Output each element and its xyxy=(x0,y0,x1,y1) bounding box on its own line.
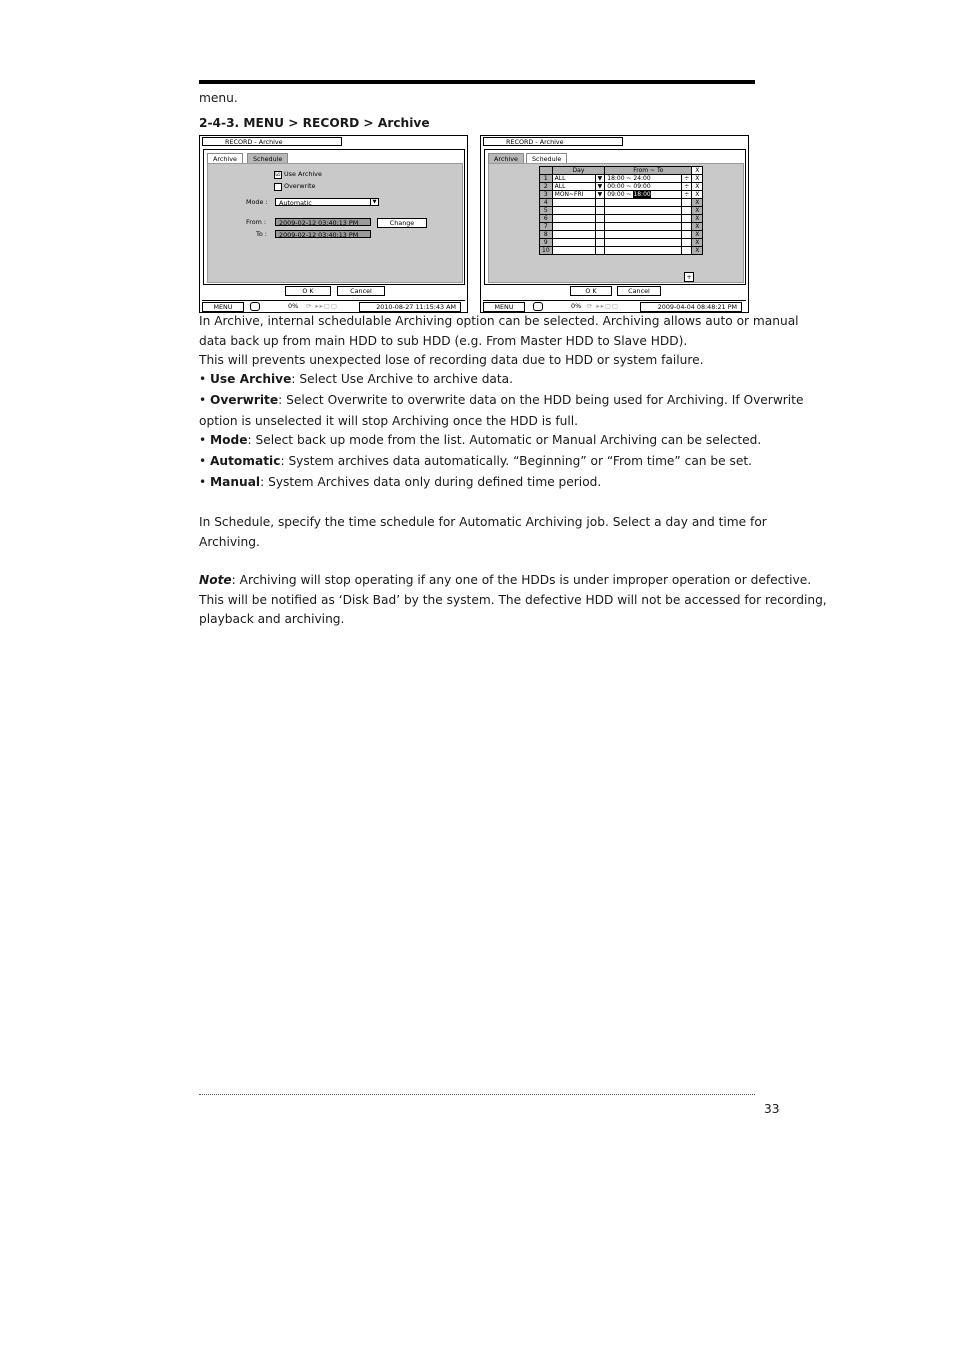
to-label: To : xyxy=(256,230,267,238)
row-day[interactable] xyxy=(552,215,595,223)
overwrite-continuation: option is unselected it will stop Archiving once the HDD is full. xyxy=(199,414,579,428)
delete-row-icon[interactable]: X xyxy=(692,223,703,231)
bullet-term: Overwrite xyxy=(210,393,279,407)
day-header: Day xyxy=(552,167,605,175)
stepper-icon[interactable] xyxy=(682,199,692,207)
stepper-icon[interactable] xyxy=(682,231,692,239)
schedule-panel xyxy=(484,149,746,285)
tab-archive[interactable]: Archive xyxy=(488,153,524,164)
schedule-content xyxy=(488,163,744,283)
row-day[interactable] xyxy=(552,239,595,247)
chevron-down-icon: ▼ xyxy=(370,199,378,205)
table-row[interactable] xyxy=(540,183,703,191)
screen-title: RECORD - Archive xyxy=(483,137,623,146)
row-day[interactable]: ALL xyxy=(552,183,595,191)
table-row[interactable] xyxy=(540,199,703,207)
hdd-icon xyxy=(250,302,260,311)
delete-row-icon[interactable]: X xyxy=(692,191,703,199)
row-number: 5 xyxy=(540,207,553,215)
chevron-down-icon[interactable]: ▼ xyxy=(595,175,605,183)
bullet-glyph: • xyxy=(199,454,207,468)
menu-button[interactable]: MENU xyxy=(202,302,244,312)
status-time: 2010-08-27 11:15:43 AM xyxy=(359,302,461,312)
chevron-down-icon[interactable]: ▼ xyxy=(595,191,605,199)
row-time[interactable]: 09:00 ~ 18:00 xyxy=(605,191,682,199)
from-label: From : xyxy=(246,218,267,226)
row-time[interactable] xyxy=(605,239,682,247)
stepper-icon[interactable] xyxy=(682,223,692,231)
table-row[interactable] xyxy=(540,223,703,231)
status-icons: ⟳ ▸▸▢▢ xyxy=(587,302,619,310)
mode-select[interactable] xyxy=(275,198,379,206)
bullet-text: : System archives data automatically. “Beginning” or “From time” can be set. xyxy=(280,454,752,468)
bullet-term: Use Archive xyxy=(210,372,292,386)
bullet-text: : System Archives data only during defined time period. xyxy=(260,475,602,489)
table-row[interactable] xyxy=(540,191,703,199)
row-time[interactable] xyxy=(605,223,682,231)
to-field[interactable]: 2009-02-12 03:40:13 PM xyxy=(275,230,371,238)
bullet-manual xyxy=(199,473,601,493)
status-bar xyxy=(483,300,746,311)
tab-schedule[interactable]: Schedule xyxy=(526,153,567,164)
row-time[interactable] xyxy=(605,207,682,215)
bullet-glyph: • xyxy=(199,475,207,489)
delete-row-icon[interactable]: X xyxy=(692,207,703,215)
tab-archive[interactable]: Archive xyxy=(207,153,243,164)
change-button[interactable]: Change xyxy=(377,218,427,228)
stepper-icon[interactable] xyxy=(682,247,692,255)
header-rule xyxy=(199,80,755,84)
row-number: 6 xyxy=(540,215,553,223)
table-row[interactable] xyxy=(540,207,703,215)
note-text: : Archiving will stop operating if any one of the HDDs is under improper operation or defective. xyxy=(231,573,812,587)
mode-value: Automatic xyxy=(279,199,312,207)
num-header xyxy=(540,167,553,175)
bullet-glyph: • xyxy=(199,393,207,407)
row-day[interactable] xyxy=(552,247,595,255)
delete-row-icon[interactable]: X xyxy=(692,175,703,183)
delete-row-icon[interactable]: X xyxy=(692,199,703,207)
schedule-line-2: Archiving. xyxy=(199,535,260,549)
chevron-down-icon[interactable] xyxy=(595,215,605,223)
bullet-text: : Select back up mode from the list. Automatic or Manual Archiving can be selected. xyxy=(247,433,762,447)
page-number: 33 xyxy=(764,1102,780,1116)
row-time[interactable] xyxy=(605,215,682,223)
use-archive-label: Use Archive xyxy=(284,170,322,178)
row-day[interactable] xyxy=(552,199,595,207)
ok-button[interactable]: O K xyxy=(570,286,612,296)
note-line-2: This will be notified as ‘Disk Bad’ by the system. The defective HDD will not be accessed for recording, xyxy=(199,593,827,607)
ok-button[interactable]: O K xyxy=(285,286,331,296)
stepper-icon[interactable]: ÷ xyxy=(682,183,692,191)
cancel-button[interactable]: Cancel xyxy=(617,286,661,296)
bullet-automatic xyxy=(199,452,752,472)
use-archive-checkbox[interactable]: ☑ xyxy=(275,171,281,178)
note-line-1 xyxy=(199,571,811,591)
overwrite-label: Overwrite xyxy=(284,182,316,190)
footer-rule xyxy=(199,1094,755,1095)
bullet-glyph: • xyxy=(199,372,207,386)
mode-label: Mode : xyxy=(246,198,268,206)
add-icon[interactable]: + xyxy=(684,272,694,282)
cancel-button[interactable]: Cancel xyxy=(337,286,385,296)
chevron-down-icon[interactable] xyxy=(595,247,605,255)
hdd-percent: 0% xyxy=(571,302,582,310)
schedule-table xyxy=(539,166,703,255)
schedule-screenshot xyxy=(480,135,749,313)
delete-row-icon[interactable]: X xyxy=(692,239,703,247)
bullet-text: : Select Use Archive to archive data. xyxy=(291,372,514,386)
chevron-down-icon[interactable] xyxy=(595,231,605,239)
schedule-line-1: In Schedule, specify the time schedule for Automatic Archiving job. Select a day and time for xyxy=(199,515,767,529)
table-row[interactable] xyxy=(540,247,703,255)
x-header: X xyxy=(692,167,703,175)
status-bar xyxy=(202,300,465,311)
delete-row-icon[interactable]: X xyxy=(692,247,703,255)
row-number: 8 xyxy=(540,231,553,239)
delete-row-icon[interactable]: X xyxy=(692,231,703,239)
row-number: 1 xyxy=(540,175,553,183)
bullet-glyph: • xyxy=(199,433,207,447)
from-field[interactable]: 2009-02-12 03:40:13 PM xyxy=(275,218,371,226)
chevron-down-icon[interactable] xyxy=(595,223,605,231)
table-row[interactable] xyxy=(540,215,703,223)
screen-title: RECORD - Archive xyxy=(202,137,342,146)
chevron-down-icon[interactable] xyxy=(595,239,605,247)
from-to-header: From ~ To xyxy=(605,167,692,175)
table-row[interactable] xyxy=(540,239,703,247)
note-label: Note xyxy=(199,573,232,587)
row-number: 3 xyxy=(540,191,553,199)
continued-text: menu. xyxy=(199,91,238,105)
intro-line-3: This will prevents unexpected lose of recording data due to HDD or system failure. xyxy=(199,353,704,367)
row-number: 10 xyxy=(540,247,553,255)
row-number: 4 xyxy=(540,199,553,207)
row-day[interactable] xyxy=(552,207,595,215)
row-time[interactable] xyxy=(605,247,682,255)
row-day[interactable]: MON~FRI xyxy=(552,191,595,199)
delete-row-icon[interactable]: X xyxy=(692,183,703,191)
section-heading: 2-4-3. MENU > RECORD > Archive xyxy=(199,116,430,130)
menu-button[interactable]: MENU xyxy=(483,302,525,312)
intro-line-2: data back up from main HDD to sub HDD (e.g. From Master HDD to Slave HDD). xyxy=(199,334,688,348)
note-line-3: playback and archiving. xyxy=(199,612,345,626)
intro-line-1: In Archive, internal schedulable Archiving option can be selected. Archiving allows auto or manual xyxy=(199,314,799,328)
bullet-overwrite xyxy=(199,391,803,411)
row-time[interactable]: 00:00 ~ 09:00 xyxy=(605,183,682,191)
table-row[interactable] xyxy=(540,175,703,183)
selected-time[interactable]: 18:00 xyxy=(633,191,651,198)
stepper-icon[interactable] xyxy=(682,215,692,223)
row-number: 9 xyxy=(540,239,553,247)
row-day[interactable] xyxy=(552,231,595,239)
bullet-use-archive xyxy=(199,370,513,390)
row-day[interactable]: ALL xyxy=(552,175,595,183)
status-time: 2009-04-04 08:48:21 PM xyxy=(640,302,742,312)
overwrite-checkbox[interactable] xyxy=(274,183,282,191)
bullet-term: Automatic xyxy=(210,454,281,468)
hdd-icon xyxy=(533,302,543,311)
chevron-down-icon[interactable] xyxy=(595,207,605,215)
row-number: 7 xyxy=(540,223,553,231)
bullet-term: Manual xyxy=(210,475,261,489)
row-time[interactable]: 18:00 ~ 24:00 xyxy=(605,175,682,183)
row-day[interactable] xyxy=(552,223,595,231)
bullet-mode xyxy=(199,431,761,451)
row-number: 2 xyxy=(540,183,553,191)
stepper-icon[interactable]: ÷ xyxy=(682,191,692,199)
chevron-down-icon[interactable]: ▼ xyxy=(595,183,605,191)
delete-row-icon[interactable]: X xyxy=(692,215,703,223)
bullet-text: : Select Overwrite to overwrite data on the HDD being used for Archiving. If Overwrite xyxy=(278,393,804,407)
bullet-term: Mode xyxy=(210,433,248,447)
archive-panel xyxy=(203,149,465,285)
table-row[interactable] xyxy=(540,231,703,239)
row-time[interactable] xyxy=(605,199,682,207)
stepper-icon[interactable] xyxy=(682,239,692,247)
archive-content xyxy=(207,163,463,283)
hdd-percent: 0% xyxy=(288,302,299,310)
stepper-icon[interactable] xyxy=(682,207,692,215)
status-icons: ⟳ ▸▸▢▢ xyxy=(306,302,338,310)
tab-schedule[interactable]: Schedule xyxy=(247,153,288,164)
stepper-icon[interactable]: ÷ xyxy=(682,175,692,183)
archive-screenshot xyxy=(199,135,468,313)
chevron-down-icon[interactable] xyxy=(595,199,605,207)
row-time[interactable] xyxy=(605,231,682,239)
